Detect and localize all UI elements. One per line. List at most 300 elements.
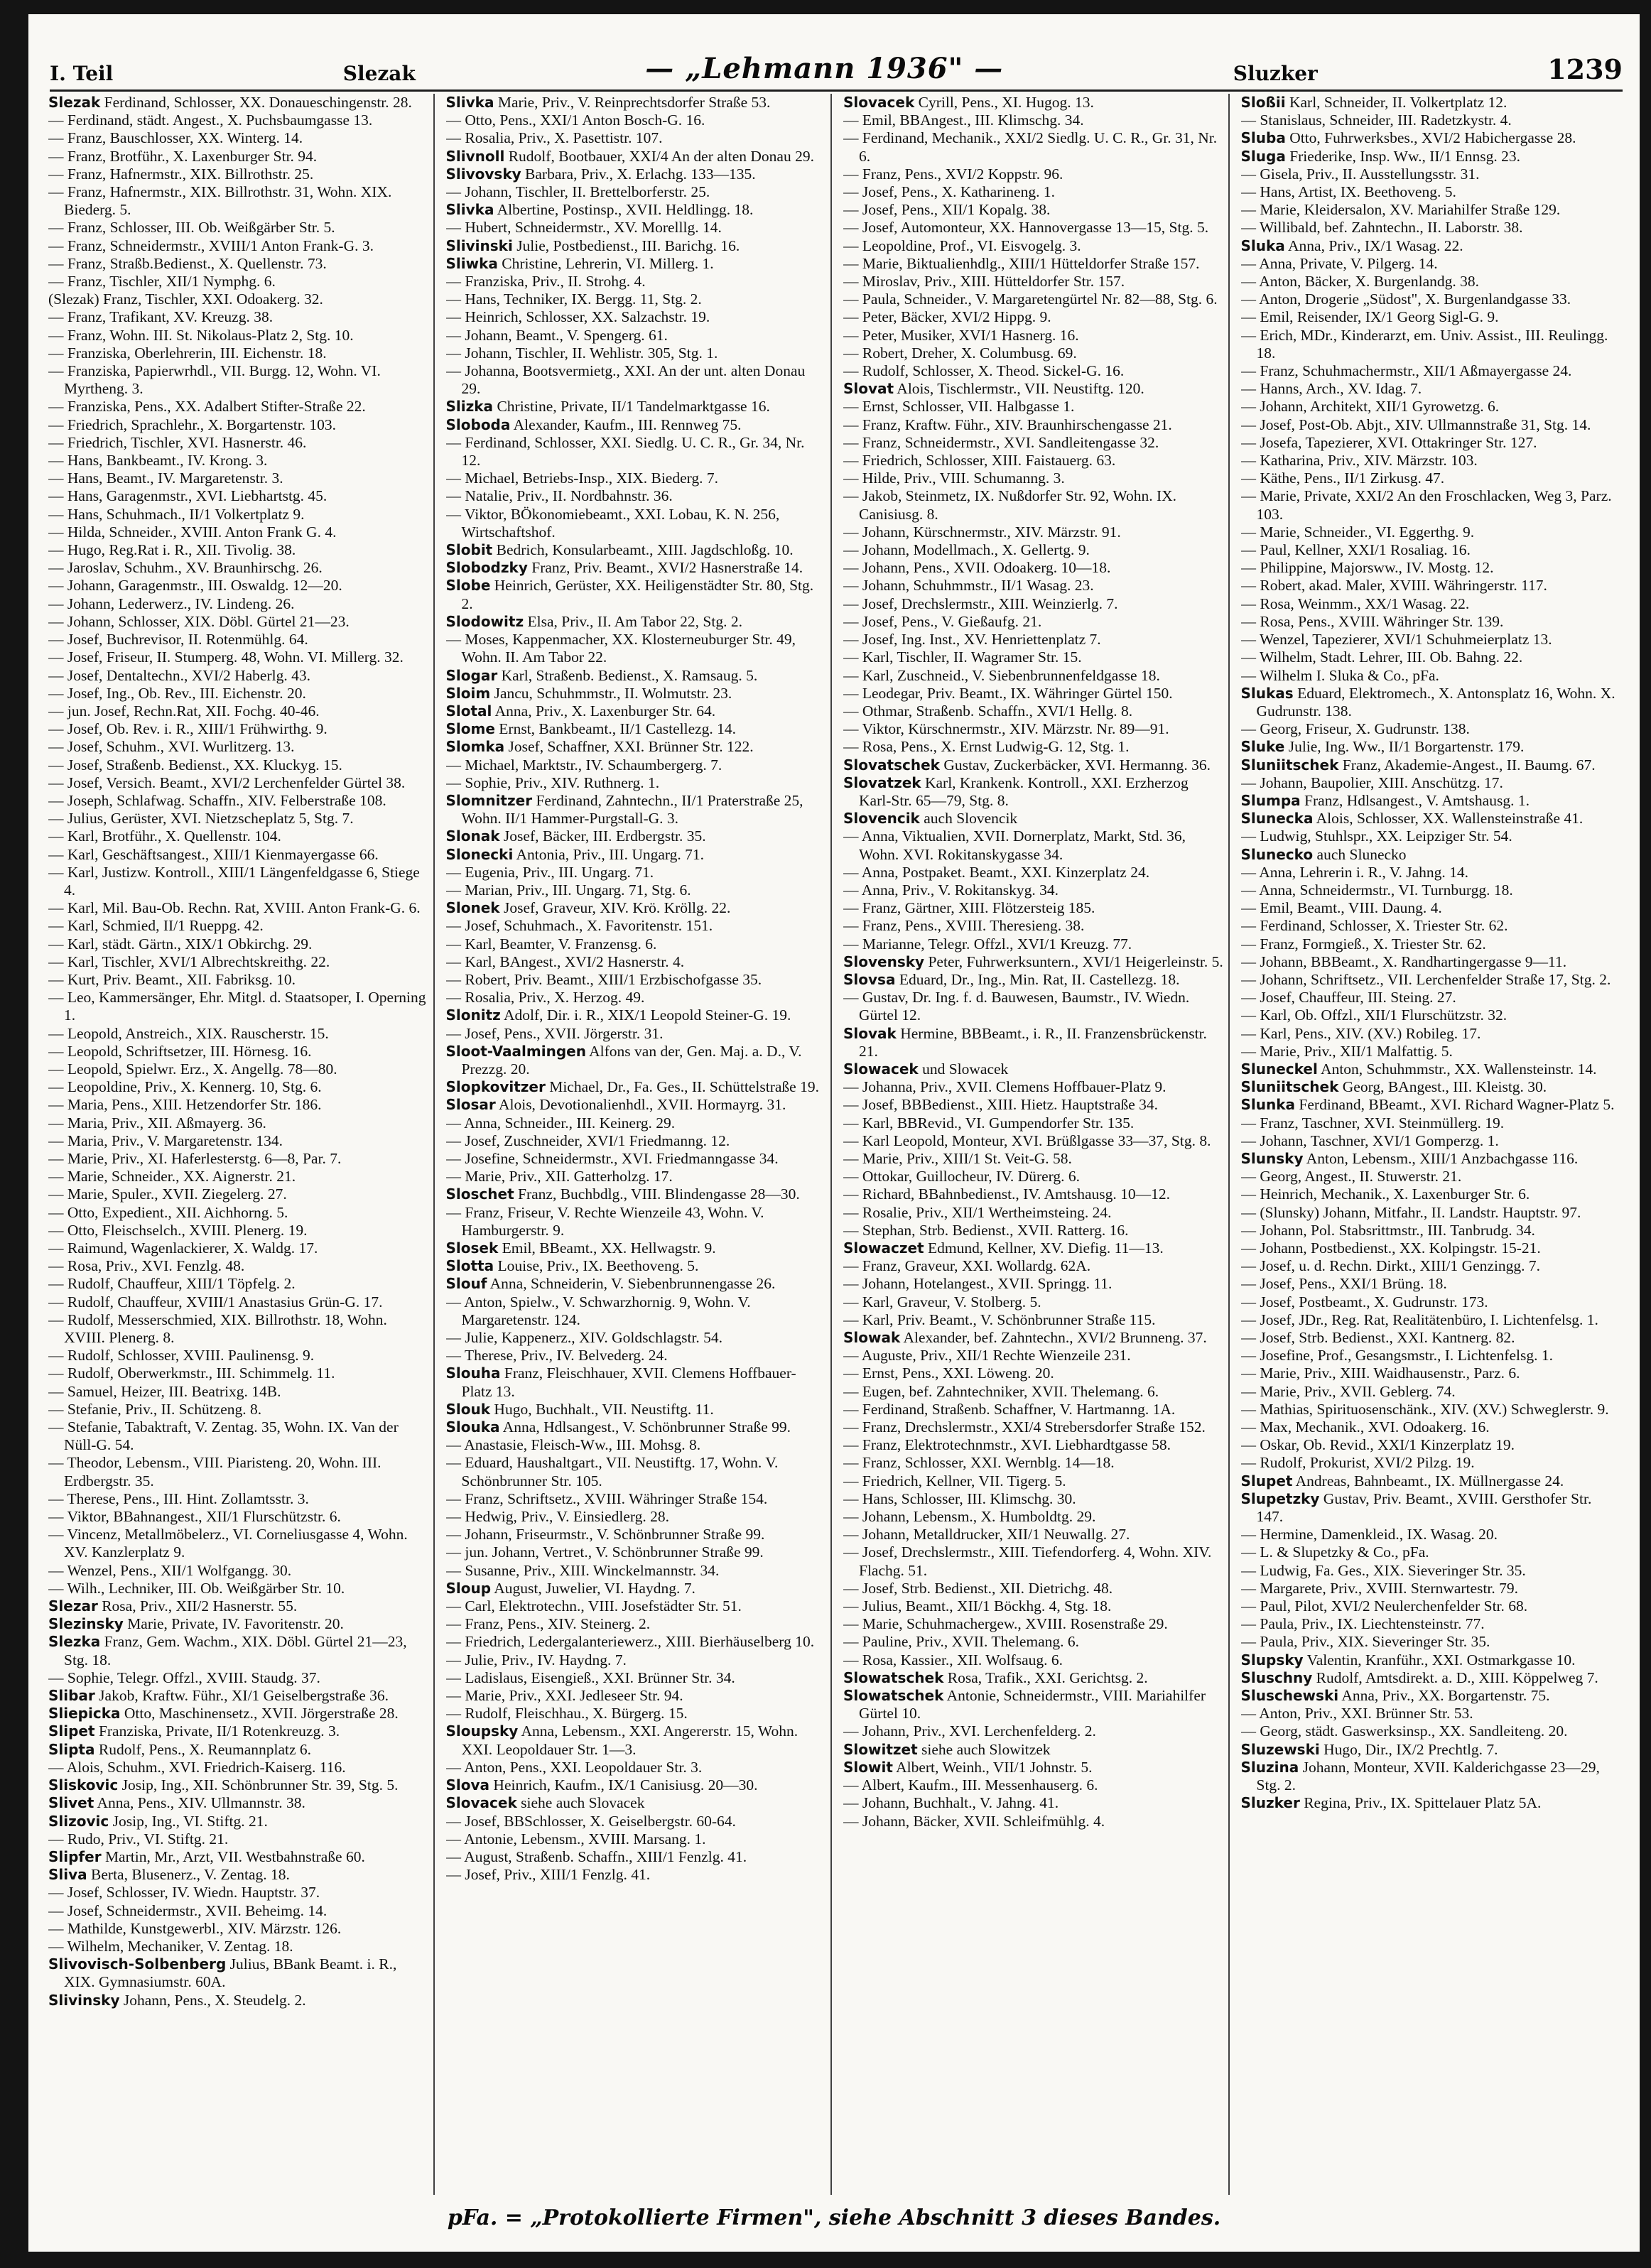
entry-text: — Johann, Bäcker, XVII. Schleifmühlg. 4.	[843, 1812, 1105, 1830]
entry-text: Josef, Schaffner, XXI. Brünner Str. 122.	[508, 738, 754, 756]
directory-entry	[1241, 1185, 1622, 1203]
directory-entry	[1241, 720, 1622, 738]
entry-text: — Josef, JDr., Reg. Rat, Realitätenbüro, I. Lichtenfelsg. 1.	[1240, 1311, 1598, 1328]
directory-entry	[446, 1580, 827, 1597]
entry-surname: Slouka	[445, 1418, 500, 1436]
entry-text: — Robert, Dreher, X. Columbusg. 69.	[843, 344, 1077, 362]
directory-entry	[843, 1526, 1224, 1543]
directory-entry	[48, 1759, 429, 1776]
entry-text: — Rosalie, Priv., XII/1 Wertheimsteing. 24.	[843, 1203, 1112, 1221]
directory-entry	[843, 1222, 1224, 1239]
entry-text: — Stefanie, Tabaktraft, V. Zentag. 35, Wohn. IX. Van der Nüll-G. 54.	[48, 1418, 399, 1454]
directory-entry	[1241, 595, 1622, 613]
directory-entry	[1241, 1722, 1622, 1740]
entry-text: — Josef, Strb. Bedienst., XXI. Kantnerg. 82.	[1240, 1329, 1515, 1347]
directory-entry	[843, 416, 1224, 434]
directory-entry	[1241, 792, 1622, 810]
directory-entry	[48, 1114, 429, 1132]
entry-surname: Slouha	[445, 1364, 501, 1382]
entry-text: Anton, Schuhmmstr., XX. Wallensteinstr. 14.	[1321, 1060, 1597, 1078]
directory-entry	[48, 577, 429, 595]
directory-entry	[843, 864, 1224, 881]
entry-text: — Richard, BBahnbedienst., IV. Amtshausg. 10—12.	[843, 1185, 1171, 1203]
entry-text: — Josef, Straßenb. Bedienst., XX. Kluckyg. 15.	[48, 756, 342, 774]
directory-entry	[843, 1025, 1224, 1060]
entry-surname: Slipfer	[48, 1848, 102, 1865]
entry-text: Rudolf, Bootbauer, XXI/4 An der alten Donau 29.	[508, 147, 814, 165]
entry-text: — Marie, Kleidersalon, XV. Mariahilfer Straße 129.	[1240, 201, 1561, 219]
directory-entry	[1241, 810, 1622, 828]
directory-entry	[843, 667, 1224, 685]
entry-text: — Johann, Kürschnermstr., XIV. Märzstr. 91.	[843, 523, 1121, 541]
directory-entry	[1241, 1078, 1622, 1096]
entry-text: Valentin, Kranführ., XXI. Ostmarkgasse 10.	[1306, 1651, 1576, 1669]
entry-surname: Slobe	[445, 577, 491, 595]
entry-text: — Rosa, Pens., X. Ernst Ludwig-G. 12, Stg. 1.	[843, 738, 1130, 756]
directory-entry	[48, 1776, 429, 1794]
entry-text: — Wilhelm, Mechaniker, V. Zentag. 18.	[48, 1937, 293, 1955]
entry-text: — Stephan, Strb. Bedienst., XVII. Ratterg. 16.	[843, 1221, 1129, 1239]
entry-text: — Franziska, Pens., XX. Adalbert Stifter-Straße 22.	[48, 398, 366, 416]
directory-entry	[446, 1562, 827, 1580]
entry-text: — Marian, Priv., III. Ungarg. 71, Stg. 6.	[445, 881, 691, 899]
entry-text: — Maria, Pens., XIII. Hetzendorfer Str. 186.	[48, 1096, 322, 1114]
entry-text: Hermine, BBBeamt., i. R., II. Franzensbrückenstr. 21.	[859, 1024, 1207, 1060]
directory-entry	[48, 702, 429, 720]
entry-surname: Sliskovic	[48, 1776, 119, 1794]
directory-entry	[48, 1830, 429, 1848]
directory-entry	[48, 1078, 429, 1096]
entry-text: — Anton, Priv., XXI. Brünner Str. 53.	[1240, 1705, 1473, 1722]
entry-surname: Slomka	[445, 738, 505, 756]
entry-text: Elsa, Priv., II. Am Tabor 22, Stg. 2.	[527, 612, 742, 630]
directory-entry	[843, 255, 1224, 273]
directory-entry	[843, 1615, 1224, 1633]
entry-surname: Slunsky	[1240, 1149, 1304, 1167]
entry-text: — Willibald, bef. Zahntechn., II. Laborstr. 38.	[1240, 219, 1523, 237]
entry-text: — Hubert, Schneidermstr., XV. Morelllg. 14.	[445, 219, 722, 237]
entry-text: — Karl, BAngest., XVI/2 Hasnerstr. 4.	[445, 953, 685, 970]
directory-entry	[843, 1436, 1224, 1454]
entry-text: — Franz, Bauschlosser, XX. Winterg. 14.	[48, 129, 303, 147]
entry-text: Antonia, Priv., III. Ungarg. 71.	[516, 845, 705, 863]
directory-entry	[446, 1508, 827, 1526]
directory-entry	[48, 559, 429, 577]
directory-entry	[1241, 828, 1622, 845]
entry-surname: Slivovsky	[445, 165, 521, 183]
directory-entry	[446, 1347, 827, 1364]
entry-surname: Slovatschek	[843, 756, 940, 774]
entry-text: — Heinrich, Schlosser, XX. Salzachstr. 19.	[445, 308, 710, 326]
entry-surname: Slovensky	[843, 953, 925, 970]
entry-surname: Slovat	[843, 380, 894, 398]
directory-entry	[843, 1185, 1224, 1203]
directory-entry	[1241, 613, 1622, 631]
entry-text: — Johanna, Bootsvermietg., XXI. An der unt. alten Donau 29.	[445, 362, 806, 398]
entry-text: (Slezak) Franz, Tischler, XXI. Odoakerg. 32.	[48, 291, 323, 308]
directory-entry	[1241, 1562, 1622, 1580]
entry-text: Julius, BBank Beamt. i. R., XIX. Gymnasiumstr. 60A.	[64, 1955, 397, 1991]
directory-entry	[1241, 380, 1622, 398]
entry-text: — Franz, Tischler, XII/1 Nymphg. 6.	[48, 273, 276, 291]
entry-text: — Josefine, Schneidermstr., XVI. Friedmanngasse 34.	[445, 1149, 779, 1167]
entry-text: Anna, Lebensm., XXI. Angererstr. 15, Wohn. XXI. Leopoldauer Str. 1—3.	[461, 1722, 799, 1758]
directory-entry	[446, 1096, 827, 1114]
entry-text: — Anna, Postpaket. Beamt., XXI. Kinzerplatz 24.	[843, 863, 1150, 881]
entry-text: — Jakob, Steinmetz, IX. Nußdorfer Str. 92, Wohn. IX. Canisiusg. 8.	[843, 487, 1177, 523]
directory-entry	[843, 1078, 1224, 1096]
entry-text: Andreas, Bahnbeamt., IX. Müllnergasse 24.	[1295, 1472, 1564, 1490]
entry-text: — Ludwig, Fa. Ges., XIX. Sieveringer Str. 35.	[1240, 1561, 1526, 1579]
directory-entry	[843, 1383, 1224, 1401]
entry-text: Jancu, Schuhmmstr., II. Wolmutstr. 23.	[494, 684, 732, 702]
entry-text: — Erich, MDr., Kinderarzt, em. Univ. Assist., III. Reulingg. 18.	[1240, 326, 1608, 362]
directory-entry	[1241, 1275, 1622, 1293]
directory-entry	[446, 1526, 827, 1543]
footer-note: pFa. = „Protokollierte Firmen", siehe Abschnitt 3 dieses Bandes.	[447, 2205, 1221, 2230]
directory-entry	[1241, 1168, 1622, 1185]
entry-text: — Rudolf, Messerschmied, XIX. Billrothstr. 18, Wohn. XVIII. Plenerg. 8.	[48, 1311, 387, 1347]
directory-entry	[1241, 255, 1622, 273]
entry-text: — Michael, Marktstr., IV. Schaumbergerg. 7.	[445, 756, 722, 774]
entry-text: Franziska, Private, II/1 Rotenkreuzg. 3.	[98, 1722, 340, 1740]
directory-entry	[446, 667, 827, 685]
directory-entry	[446, 183, 827, 201]
column-3	[843, 94, 1230, 2195]
entry-surname: Slumpa	[1240, 791, 1301, 809]
directory-entry	[48, 1562, 429, 1580]
entry-text: — Othmar, Straßenb. Schaffn., XVI/1 Hellg. 8.	[843, 702, 1133, 720]
entry-text: — Franz, Formgieß., X. Triester Str. 62.	[1240, 935, 1486, 953]
directory-entry	[843, 917, 1224, 935]
directory-entry	[446, 112, 827, 129]
directory-entry	[48, 112, 429, 129]
directory-entry	[446, 864, 827, 881]
directory-entry	[48, 1920, 429, 1938]
directory-entry	[843, 1257, 1224, 1275]
entry-surname: Slovencik	[843, 810, 920, 828]
entry-text: — Peter, Bäcker, XVI/2 Hippg. 9.	[843, 308, 1051, 326]
directory-entry	[843, 380, 1224, 398]
directory-entry	[843, 613, 1224, 631]
entry-text: — Marie, Schneider., XX. Aignerstr. 21.	[48, 1168, 296, 1185]
entry-text: auch Slunecko	[1316, 845, 1407, 863]
entry-text: — Rudolf, Oberwerkmstr., III. Schimmelg. 11.	[48, 1364, 335, 1382]
entry-text: — Theodor, Lebensm., VIII. Piaristeng. 20, Wohn. III. Erdbergstr. 35.	[48, 1454, 381, 1490]
entry-text: — Ludwig, Stuhlspr., XX. Leipziger Str. 54.	[1240, 828, 1512, 845]
entry-text: — Paula, Schneider., V. Margaretengürtel Nr. 82—88, Stg. 6.	[843, 291, 1218, 308]
directory-entry	[48, 1669, 429, 1687]
directory-entry	[1241, 1329, 1622, 1347]
directory-entry	[48, 1096, 429, 1114]
directory-entry	[48, 613, 429, 631]
entry-text: — Hans, Techniker, IX. Bergg. 11, Stg. 2.	[445, 291, 702, 308]
entry-text: — Franz, Elektrotechnmstr., XVI. Liebhardtgasse 58.	[843, 1436, 1171, 1454]
directory-entry	[48, 219, 429, 237]
entry-text: Ferdinand, Schlosser, XX. Donaueschingenstr. 28.	[104, 94, 412, 111]
directory-entry	[48, 1580, 429, 1597]
entry-text: — Anton, Drogerie „Südost", X. Burgenlandgasse 33.	[1240, 291, 1571, 308]
entry-text: — Heinrich, Mechanik., X. Laxenburger Str. 6.	[1240, 1185, 1530, 1203]
entry-text: — (Slunsky) Johann, Mitfahr., II. Landstr. Hauptstr. 97.	[1240, 1203, 1581, 1221]
directory-entry	[1241, 953, 1622, 971]
directory-entry	[48, 1239, 429, 1257]
directory-entry	[843, 685, 1224, 702]
directory-entry	[48, 398, 429, 416]
entry-text: Ferdinand, BBeamt., XVI. Richard Wagner-Platz 5.	[1299, 1096, 1615, 1114]
directory-entry	[446, 237, 827, 255]
directory-entry	[446, 1543, 827, 1561]
entry-text: Ferdinand, Zahntechn., II/1 Praterstraße 25, Wohn. II/1 Hammer-Purgstall-G. 3.	[461, 791, 803, 828]
entry-text: Christine, Private, II/1 Tandelmarktgasse 16.	[497, 398, 770, 416]
entry-text: — Karl, Mil. Bau-Ob. Rechn. Rat, XVIII. Anton Frank-G. 6.	[48, 899, 421, 917]
entry-text: auch Slovencik	[924, 810, 1018, 828]
directory-entry	[1241, 1597, 1622, 1615]
entry-text: Adolf, Dir. i. R., XIX/1 Leopold Steiner-G. 19.	[504, 1007, 791, 1024]
entry-surname: Slovacek	[843, 94, 915, 111]
entry-text: — Franz, Graveur, XXI. Wollardg. 62A.	[843, 1257, 1091, 1275]
directory-entry	[446, 1454, 827, 1490]
directory-entry	[446, 1204, 827, 1239]
directory-entry	[48, 1043, 429, 1060]
directory-entry	[843, 452, 1224, 470]
entry-text: Berta, Blusenerz., V. Zentag. 18.	[91, 1866, 290, 1884]
entry-text: — Miroslav, Priv., XIII. Hütteldorfer Str. 157.	[843, 273, 1125, 291]
directory-entry	[843, 1060, 1224, 1078]
entry-surname: Slezinsky	[48, 1615, 124, 1633]
entry-text: — Josef, Ob. Rev. i. R., XIII/1 Frühwirthg. 9.	[48, 720, 328, 738]
entry-text: Karl, Schneider, II. Volkertplatz 12.	[1289, 94, 1507, 111]
entry-text: Anna, Hdlsangest., V. Schönbrunner Straße 99.	[502, 1418, 791, 1436]
entry-text: — Josef, Priv., XIII/1 Fenzlg. 41.	[445, 1866, 651, 1884]
entry-surname: Sliwka	[445, 254, 498, 272]
directory-entry	[48, 470, 429, 487]
directory-entry	[48, 255, 429, 273]
directory-entry	[446, 1329, 827, 1347]
directory-entry	[48, 1168, 429, 1185]
entry-text: — Johann, Postbedienst., XX. Kolpingstr. 15-21.	[1240, 1239, 1541, 1257]
directory-entry	[1241, 864, 1622, 881]
entry-text: — Josef, Pens., XVII. Jörgerstr. 31.	[445, 1024, 664, 1042]
directory-entry	[1241, 129, 1622, 147]
entry-surname: Slunka	[1240, 1096, 1296, 1114]
entry-text: Georg, BAngest., III. Kleistg. 30.	[1342, 1078, 1547, 1096]
directory-entry	[48, 738, 429, 756]
entry-text: — Eugenia, Priv., III. Ungarg. 71.	[445, 863, 654, 881]
entry-text: — Karl, Pens., XIV. (XV.) Robileg. 17.	[1240, 1024, 1481, 1042]
entry-text: — Marie, Priv., XI. Haferlesterstg. 6—8, Par. 7.	[48, 1149, 342, 1167]
entry-text: Barbara, Priv., X. Erlachg. 133—135.	[525, 165, 756, 183]
entry-text: — Therese, Pens., III. Hint. Zollamtsstr. 3.	[48, 1490, 309, 1507]
directory-entry	[446, 989, 827, 1007]
entry-text: Anton, Lebensm., XIII/1 Anzbachgasse 116.	[1306, 1149, 1579, 1167]
directory-entry	[48, 989, 429, 1024]
directory-entry	[446, 917, 827, 935]
directory-entry	[48, 94, 429, 112]
entry-surname: Sloschet	[445, 1185, 514, 1203]
entry-text: — Anna, Private, V. Pilgerg. 14.	[1240, 254, 1438, 272]
entry-surname: Slouf	[445, 1275, 487, 1293]
directory-entry	[843, 1580, 1224, 1597]
directory-entry	[843, 720, 1224, 738]
entry-text: Franz, Hdlsangest., V. Amtshausg. 1.	[1304, 791, 1530, 809]
directory-entry	[1241, 1114, 1622, 1132]
directory-entry	[843, 1275, 1224, 1293]
entry-text: — Marie, Priv., XIII/1 St. Veit-G. 58.	[843, 1149, 1072, 1167]
entry-text: — Maria, Priv., V. Margaretenstr. 134.	[48, 1132, 283, 1149]
running-head-right: Sluzker	[1233, 62, 1318, 85]
entry-text: — Josef, Postbeamt., X. Gudrunstr. 173.	[1240, 1293, 1488, 1311]
directory-entry	[1241, 1687, 1622, 1705]
directory-entry	[1241, 1418, 1622, 1436]
entry-text: — Wenzel, Pens., XII/1 Wolfgangg. 30.	[48, 1561, 292, 1579]
directory-entry	[1241, 523, 1622, 541]
directory-entry	[446, 1794, 827, 1812]
directory-entry	[446, 1275, 827, 1293]
entry-text: — Marie, Priv., XIII. Waidhausenstr., Parz. 6.	[1240, 1364, 1520, 1382]
entry-text: — Johann, Lebensm., X. Humboldtg. 29.	[843, 1508, 1096, 1526]
directory-entry	[843, 1741, 1224, 1759]
entry-text: — Josef, Strb. Bedienst., XII. Dietrichg. 48.	[843, 1579, 1113, 1597]
entry-text: — Rudolf, Chauffeur, XVIII/1 Anastasius Grün-G. 17.	[48, 1293, 383, 1311]
directory-entry	[1241, 1007, 1622, 1024]
directory-entry	[446, 1239, 827, 1257]
entry-text: — Moses, Kappenmacher, XX. Klosterneuburger Str. 49, Wohn. II. Am Tabor 22.	[445, 631, 796, 666]
entry-text: — Franz, Schlosser, III. Ob. Weißgärber Str. 5.	[48, 219, 335, 237]
entry-text: — Marie, Priv., XVII. Geblerg. 74.	[1240, 1382, 1456, 1400]
entry-text: — Karl, Graveur, V. Stolberg. 5.	[843, 1293, 1041, 1311]
directory-entry	[843, 953, 1224, 971]
entry-text: August, Juwelier, VI. Haydng. 7.	[494, 1579, 695, 1597]
entry-text: — Anastasie, Fleisch-Ww., III. Mohsg. 8.	[445, 1436, 701, 1454]
page-header	[50, 36, 1623, 92]
directory-entry	[1241, 559, 1622, 577]
directory-entry	[48, 1490, 429, 1508]
directory-entry	[48, 1687, 429, 1705]
entry-text: — Käthe, Pens., II/1 Zirkusg. 47.	[1240, 470, 1445, 487]
entry-text: — Julius, Gerüster, XVI. Nietzscheplatz 5, Stg. 7.	[48, 810, 354, 828]
directory-entry	[1241, 541, 1622, 559]
entry-text: — Karl Leopold, Monteur, XVI. Brüßlgasse 33—37, Stg. 8.	[843, 1132, 1211, 1149]
directory-entry	[1241, 416, 1622, 434]
directory-entry	[48, 864, 429, 899]
directory-entry	[843, 1687, 1224, 1722]
entry-surname: Slivinski	[445, 237, 513, 254]
entry-text: — Franziska, Oberlehrerin, III. Eichenstr. 18.	[48, 344, 327, 362]
entry-text: Alfons van der, Gen. Maj. a. D., V. Prezzg. 20.	[461, 1042, 802, 1078]
directory-entry	[48, 452, 429, 470]
entry-surname: Slowacek	[843, 1060, 919, 1078]
directory-entry	[843, 756, 1224, 774]
entry-text: — Josef, Schuhm., XVI. Wurlitzerg. 13.	[48, 738, 295, 756]
entry-surname: Slomnitzer	[445, 791, 533, 809]
directory-entry	[446, 792, 827, 828]
entry-text: Josef, Graveur, XIV. Krö. Kröllg. 22.	[503, 899, 731, 917]
entry-surname: Slezak	[48, 94, 101, 111]
entry-surname: Slobodzky	[445, 559, 528, 577]
entry-text: Rosa, Trafik., XXI. Gerichtsg. 2.	[947, 1669, 1148, 1686]
entry-text: — Johann, Priv., XVI. Lerchenfelderg. 2.	[843, 1722, 1096, 1740]
entry-text: — Ferdinand, Mechanik., XXI/2 Siedlg. U. C. R., Gr. 31, Nr. 6.	[843, 129, 1218, 165]
directory-entry	[1241, 917, 1622, 935]
entry-text: — Johann, Garagenmstr., III. Oswaldg. 12—20.	[48, 577, 342, 595]
directory-entry	[446, 487, 827, 505]
directory-page	[28, 14, 1640, 2252]
entry-surname: Sluga	[1240, 147, 1286, 165]
directory-entry	[843, 1508, 1224, 1526]
directory-entry	[446, 899, 827, 917]
entry-text: — Julie, Priv., IV. Haydng. 7.	[445, 1651, 627, 1669]
entry-surname: Slivnoll	[445, 147, 505, 165]
directory-entry	[1241, 273, 1622, 291]
entry-text: — Friedrich, Kellner, VII. Tigerg. 5.	[843, 1472, 1066, 1490]
entry-text: — Franz, Pens., XVIII. Theresieng. 38.	[843, 917, 1085, 935]
entry-text: Rosa, Priv., XII/2 Hasnerstr. 55.	[102, 1597, 298, 1615]
entry-text: — Anton, Bäcker, X. Burgenlandg. 38.	[1240, 273, 1480, 291]
entry-text: Martin, Mr., Arzt, VII. Westbahnstraße 60.	[104, 1848, 365, 1865]
entry-text: — Rosa, Pens., XVIII. Währinger Str. 139.	[1240, 612, 1504, 630]
entry-surname: Sloim	[445, 684, 491, 702]
entry-text: Karl, Straßenb. Bedienst., X. Ramsaug. 5.	[501, 666, 758, 684]
directory-entry	[843, 1168, 1224, 1185]
directory-entry	[48, 1597, 429, 1615]
entry-text: — Josef, Post-Ob. Abjt., XIV. Ullmannstraße 31, Stg. 14.	[1240, 416, 1591, 433]
entry-surname: Slouk	[445, 1400, 491, 1418]
directory-entry	[843, 1722, 1224, 1740]
directory-entry	[843, 541, 1224, 559]
directory-entry	[446, 1132, 827, 1150]
directory-entry	[446, 362, 827, 398]
entry-text: Alexander, Kaufm., III. Rennweg 75.	[513, 416, 742, 433]
directory-entry	[1241, 1651, 1622, 1669]
directory-entry	[446, 1436, 827, 1454]
directory-entry	[446, 201, 827, 219]
directory-entry	[48, 1454, 429, 1490]
directory-entry	[843, 1132, 1224, 1150]
entry-text: — Karl, städt. Gärtn., XIX/1 Obkirchg. 29.	[48, 935, 313, 953]
entry-text: — Julius, Beamt., XII/1 Böckhg. 4, Stg. 18.	[843, 1597, 1112, 1615]
directory-entry	[843, 237, 1224, 255]
directory-entry	[48, 1866, 429, 1884]
entry-text: — Georg, Friseur, X. Gudrunstr. 138.	[1240, 720, 1470, 738]
directory-entry	[48, 1526, 429, 1561]
directory-entry	[843, 1454, 1224, 1472]
entry-text: — Hugo, Reg.Rat i. R., XII. Tivolig. 38.	[48, 541, 296, 559]
entry-text: — Therese, Priv., IV. Belvederg. 24.	[445, 1347, 668, 1364]
entry-text: — Franz, Schuhmachermstr., XII/1 Aßmayergasse 24.	[1240, 362, 1572, 380]
directory-entry	[48, 1813, 429, 1830]
entry-text: — Gustav, Dr. Ing. f. d. Bauwesen, Baumstr., IV. Wiedn. Gürtel 12.	[843, 989, 1190, 1024]
directory-entry	[48, 523, 429, 541]
entry-text: Hugo, Dir., IX/2 Prechtlg. 7.	[1323, 1740, 1498, 1758]
entry-text: — Carl, Elektrotechn., VIII. Josefstädter Str. 51.	[445, 1597, 742, 1615]
entry-text: — Viktor, BBahnangest., XII/1 Flurschützstr. 6.	[48, 1508, 341, 1526]
entry-text: — Hans, Schuhmach., II/1 Volkertplatz 9.	[48, 505, 305, 523]
directory-entry	[446, 756, 827, 774]
entry-text: — Mathilde, Kunstgewerbl., XIV. Märzstr. 126.	[48, 1919, 342, 1937]
entry-text: — Pauline, Priv., XVII. Thelemang. 6.	[843, 1633, 1080, 1651]
directory-entry	[48, 720, 429, 738]
directory-entry	[446, 613, 827, 631]
entry-text: — Johann, Friseurmstr., V. Schönbrunner Straße 99.	[445, 1526, 765, 1543]
directory-entry	[843, 971, 1224, 989]
entry-text: — Rudolf, Chauffeur, XIII/1 Töpfelg. 2.	[48, 1275, 296, 1293]
entry-surname: Sluniitschek	[1240, 756, 1339, 774]
entry-surname: Slupet	[1240, 1472, 1293, 1490]
entry-text: — Johanna, Priv., XVII. Clemens Hoffbauer-Platz 9.	[843, 1078, 1166, 1096]
directory-entry	[446, 506, 827, 541]
directory-entry	[1241, 308, 1622, 326]
